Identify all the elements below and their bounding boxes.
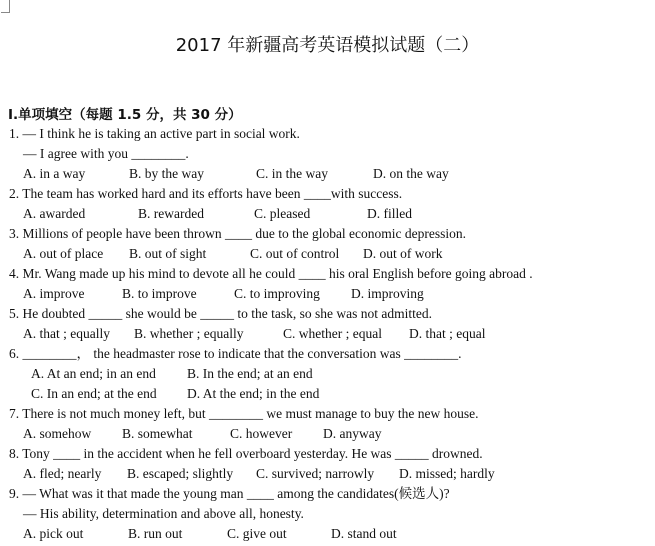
option-d: D. on the way [373,166,449,181]
option-c: C. to improving [234,286,320,301]
option-c: C. out of control [250,246,340,261]
section-header: I.单项填空（每题 1.5 分，共 30 分） [8,107,242,123]
option-a: A. At an end; in an end [31,366,156,381]
question-2-stem: 2. The team has worked hard and its efforts have been ____with success. [9,186,403,201]
page-title: 2017 年新疆高考英语模拟试题（二） [175,35,480,56]
option-a: A. out of place [23,246,104,261]
question-6-options-row2 [0,384,655,404]
question-6-options-row1 [0,364,655,384]
option-b: B. In the end; at an end [187,366,313,381]
option-c: C. however [230,426,293,441]
option-d: D. out of work [363,246,443,261]
question-6-stem: 6. ________， the headmaster rose to indicate that the conversation was ________. [9,346,462,361]
question-8-stem: 8. Tony ____ in the accident when he fell overboard yesterday. He was _____ drowned. [9,446,483,461]
option-d: D. anyway [323,426,382,441]
question-9-followup: — His ability, determination and above all, honesty. [23,506,304,521]
option-b: B. out of sight [129,246,207,261]
option-d: D. At the end; in the end [187,386,320,401]
question-9-stem: 9. — What was it that made the young man ____ among the candidates(候选人)? [9,486,450,501]
option-d: D. that ; equal [409,326,486,341]
question-7-options [0,424,655,444]
option-c: C. pleased [254,206,311,221]
question-7-stem: 7. There is not much money left, but ________ we must manage to buy the new house. [9,406,479,421]
question-2-options [0,204,655,224]
option-d: D. filled [367,206,412,221]
option-d: D. stand out [331,526,397,541]
option-b: B. by the way [129,166,204,181]
option-b: B. escaped; slightly [127,466,234,481]
question-1-followup: — I agree with you ________. [23,146,189,161]
option-b: B. to improve [122,286,197,301]
option-a: A. improve [23,286,85,301]
option-b: B. run out [128,526,183,541]
question-3-stem: 3. Millions of people have been thrown ____ due to the global economic depression. [9,226,467,241]
question-3-options [0,244,655,264]
question-8-options [0,464,655,484]
question-1-options [0,164,655,184]
option-a: A. that ; equally [23,326,110,341]
option-c: C. give out [227,526,287,541]
question-list [0,124,655,544]
option-d: D. improving [351,286,424,301]
option-c: C. survived; narrowly [256,466,375,481]
option-c: C. In an end; at the end [31,386,157,401]
option-b: B. somewhat [122,426,193,441]
question-5-stem: 5. He doubted _____ she would be _____ to the task, so she was not admitted. [9,306,432,321]
option-d: D. missed; hardly [399,466,495,481]
option-a: A. pick out [23,526,84,541]
option-b: B. whether ; equally [134,326,244,341]
option-c: C. whether ; equal [283,326,382,341]
option-a: A. awarded [23,206,86,221]
option-a: A. fled; nearly [23,466,102,481]
question-5-options [0,324,655,344]
question-4-stem: 4. Mr. Wang made up his mind to devote all he could ____ his oral English before going abroad . [9,266,533,281]
option-a: A. somehow [23,426,92,441]
page-corner-mark [1,0,10,13]
question-1-stem: 1. — I think he is taking an active part in social work. [9,126,300,141]
question-4-options [0,284,655,304]
option-c: C. in the way [256,166,328,181]
option-b: B. rewarded [138,206,204,221]
question-9-options [0,524,655,544]
option-a: A. in a way [23,166,86,181]
